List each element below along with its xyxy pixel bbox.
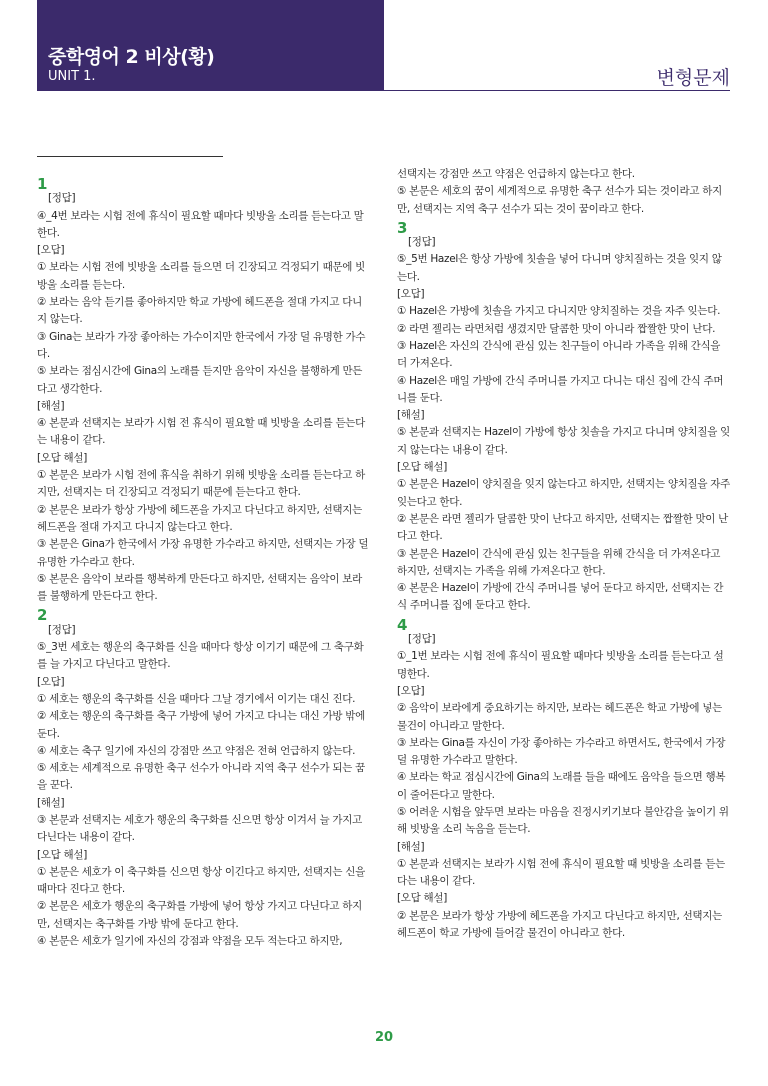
text-paragraph: ① 본문은 Hazel이 양치질을 잊지 않는다고 하지만, 선택지는 양치질을 자주 잊는다고 한다.: [397, 478, 730, 508]
question-number: 4: [397, 615, 408, 634]
text-paragraph: ② 본문은 보라가 항상 가방에 헤드폰을 가지고 다닌다고 하지만, 선택지는 헤드폰을 절대 가지고 다니지 않는다고 한다.: [37, 503, 362, 533]
text-paragraph: ④ 본문은 Hazel이 가방에 간식 주머니를 넣어 둔다고 하지만, 선택지는 간식 주머니를 집에 둔다고 한다.: [397, 582, 724, 612]
text-paragraph: ④ 세호는 축구 일기에 자신의 강점만 쓰고 약점은 전혀 언급하지 않는다.: [37, 744, 356, 757]
text-paragraph: [오답]: [37, 675, 65, 688]
text-paragraph: ③ 본문은 Hazel이 간식에 관심 있는 친구들을 위해 간식을 더 가져온다고 하지만, 선택지는 가족을 위해 가져온다고 한다.: [397, 547, 721, 577]
text-paragraph: ⑤ 세호는 세계적으로 유명한 축구 선수가 아니라 지역 축구 선수가 되는 꿈을 꾼다.: [37, 762, 365, 792]
book-title: 중학영어 2 비상(황): [48, 46, 215, 68]
answer-tag: [정답]: [48, 623, 76, 636]
text-paragraph: ④ 보라는 학교 점심시간에 Gina의 노래를 들을 때에도 음악을 들으면 행복이 줄어든다고 말한다.: [397, 771, 726, 801]
text-paragraph: ① 세호는 행운의 축구화를 신을 때마다 그날 경기에서 이기는 대신 진다.: [37, 692, 356, 705]
text-paragraph: [해설]: [37, 796, 65, 809]
text-paragraph: ⑤ 본문은 음악이 보라를 행복하게 만든다고 하지만, 선택지는 음악이 보라를 불행하게 만든다고 한다.: [37, 572, 362, 603]
question-number: 2: [37, 606, 48, 625]
text-paragraph: [오답 해설]: [397, 892, 448, 905]
text-paragraph: [오답]: [37, 244, 65, 257]
text-paragraph: ⑤_3번 세호는 행운의 축구화를 신을 때마다 항상 이기기 때문에 그 축구화를 늘 가지고 다닌다고 말한다.: [37, 641, 364, 671]
text-paragraph: [해설]: [37, 399, 65, 412]
text-paragraph: ③ 본문은 Gina가 한국에서 가장 유명한 가수라고 하지만, 선택지는 가장 덜 유명한 가수라고 한다.: [37, 538, 369, 568]
text-paragraph: ④_4번 보라는 시험 전에 휴식이 필요할 때마다 빗방울 소리를 듣는다고 말한다.: [37, 209, 364, 239]
text-paragraph: ② 보라는 음악 듣기를 좋아하지만 학교 가방에 헤드폰을 절대 가지고 다니지 않는다.: [37, 296, 362, 326]
text-paragraph: ② 음악이 보라에게 중요하기는 하지만, 보라는 헤드폰은 학교 가방에 넣는 물건이 아니라고 말한다.: [397, 702, 722, 732]
text-paragraph: ② 본문은 라면 젤리가 달콤한 맛이 난다고 하지만, 선택지는 짭짤한 맛이 난다고 한다.: [397, 512, 729, 543]
answer-tag: [정답]: [408, 633, 436, 646]
text-paragraph: ①_1번 보라는 시험 전에 휴식이 필요할 때마다 빗방울 소리를 듣는다고 설명한다.: [397, 650, 724, 680]
text-paragraph: [오답 해설]: [397, 461, 448, 474]
answer-tag: [정답]: [48, 192, 76, 205]
text-paragraph: ⑤ 보라는 점심시간에 Gina의 노래를 듣지만 음악이 자신을 불행하게 만든다고 생각한다.: [37, 365, 363, 395]
text-paragraph: ④ 본문과 선택지는 보라가 시험 전 휴식이 필요할 때 빗방울 소리를 듣는다는 내용이 같다.: [37, 417, 365, 447]
text-paragraph: ① Hazel은 가방에 칫솔을 가지고 다니지만 양치질하는 것을 자주 잊는다.: [397, 305, 721, 318]
text-paragraph: [오답]: [397, 288, 425, 301]
text-paragraph: ① 본문은 보라가 시험 전에 휴식을 취하기 위해 빗방울 소리를 듣는다고 하지만, 선택지는 더 긴장되고 걱정되기 때문에 듣는다고 한다.: [37, 469, 365, 499]
text-paragraph: ③ Hazel은 자신의 간식에 관심 있는 친구들이 아니라 가족을 위해 간식을 더 가져온다.: [397, 339, 721, 370]
text-paragraph: [오답 해설]: [37, 451, 88, 464]
text-paragraph: ③ Gina는 보라가 가장 좋아하는 가수이지만 한국에서 가장 덜 유명한 가수다.: [37, 330, 366, 360]
text-paragraph: ⑤ 어려운 시험을 앞두면 보라는 마음을 진정시키기보다 불안감을 높이기 위해 빗방울 소리 녹음을 듣는다.: [397, 805, 729, 836]
top-rule: [37, 156, 223, 157]
text-paragraph: [오답]: [397, 684, 425, 697]
text-paragraph: ① 본문과 선택지는 보라가 시험 전에 휴식이 필요할 때 빗방울 소리를 듣는다는 내용이 같다.: [397, 857, 725, 888]
text-paragraph: ④ Hazel은 매일 가방에 간식 주머니를 가지고 다니는 대신 집에 간식 주머니를 둔다.: [397, 374, 724, 404]
text-paragraph: ① 본문은 세호가 이 축구화를 신으면 항상 이긴다고 하지만, 선택지는 신을 때마다 진다고 한다.: [37, 865, 365, 896]
text-paragraph: ① 보라는 시험 전에 빗방울 소리를 들으면 더 긴장되고 걱정되기 때문에 빗방울 소리를 듣는다.: [37, 261, 365, 291]
text-paragraph: ③ 본문과 선택지는 세호가 행운의 축구화를 신으면 항상 이겨서 늘 가지고 다닌다는 내용이 같다.: [37, 813, 362, 844]
question-number: 1: [37, 175, 48, 193]
text-paragraph: ② 라면 젤리는 라면처럼 생겼지만 달콤한 맛이 아니라 짭짤한 맛이 난다.: [397, 322, 716, 335]
question-number: 3: [397, 218, 408, 237]
text-paragraph: ⑤ 본문과 선택지는 Hazel이 가방에 항상 칫솔을 가지고 다니며 양치질을 잊지 않는다는 내용이 같다.: [397, 426, 730, 456]
text-paragraph: ② 본문은 보라가 항상 가방에 헤드폰을 가지고 다닌다고 하지만, 선택지는 헤드폰이 학교 가방에 들어갈 물건이 아니라고 한다.: [397, 909, 722, 940]
answer-tag: [정답]: [408, 236, 436, 249]
text-paragraph: [해설]: [397, 409, 425, 422]
text-paragraph: ③ 보라는 Gina를 자신이 가장 좋아하는 가수라고 하면서도, 한국에서 가장 덜 유명한 가수라고 말한다.: [397, 736, 726, 767]
text-paragraph: 선택지는 강점만 쓰고 약점은 언급하지 않는다고 한다.: [397, 168, 635, 180]
unit-label: UNIT 1.: [48, 69, 96, 84]
left-column: [37, 174, 370, 950]
text-paragraph: ⑤_5번 Hazel은 항상 가방에 칫솔을 넣어 다니며 양치질하는 것을 잊지 않는다.: [397, 253, 722, 283]
text-paragraph: ② 본문은 세호가 행운의 축구화를 가방에 넣어 항상 가지고 다닌다고 하지만, 선택지는 축구화를 가방 밖에 둔다고 한다.: [37, 900, 362, 930]
right-column: [397, 166, 730, 942]
header-divider: [384, 90, 730, 91]
section-title: 변형문제: [656, 67, 730, 89]
header-banner: [37, 0, 384, 91]
text-paragraph: ② 세호는 행운의 축구화를 축구 가방에 넣어 가지고 다니는 대신 가방 밖에 둔다.: [37, 710, 365, 740]
text-paragraph: ⑤ 본문은 세호의 꿈이 세계적으로 유명한 축구 선수가 되는 것이라고 하지만, 선택지는 지역 축구 선수가 되는 것이 꿈이라고 한다.: [397, 185, 722, 215]
text-paragraph: [해설]: [397, 840, 425, 853]
text-paragraph: ④ 본문은 세호가 일기에 자신의 강점과 약점을 모두 적는다고 하지만,: [37, 935, 343, 948]
page-number: 20: [374, 1030, 394, 1045]
text-paragraph: [오답 해설]: [37, 848, 88, 861]
